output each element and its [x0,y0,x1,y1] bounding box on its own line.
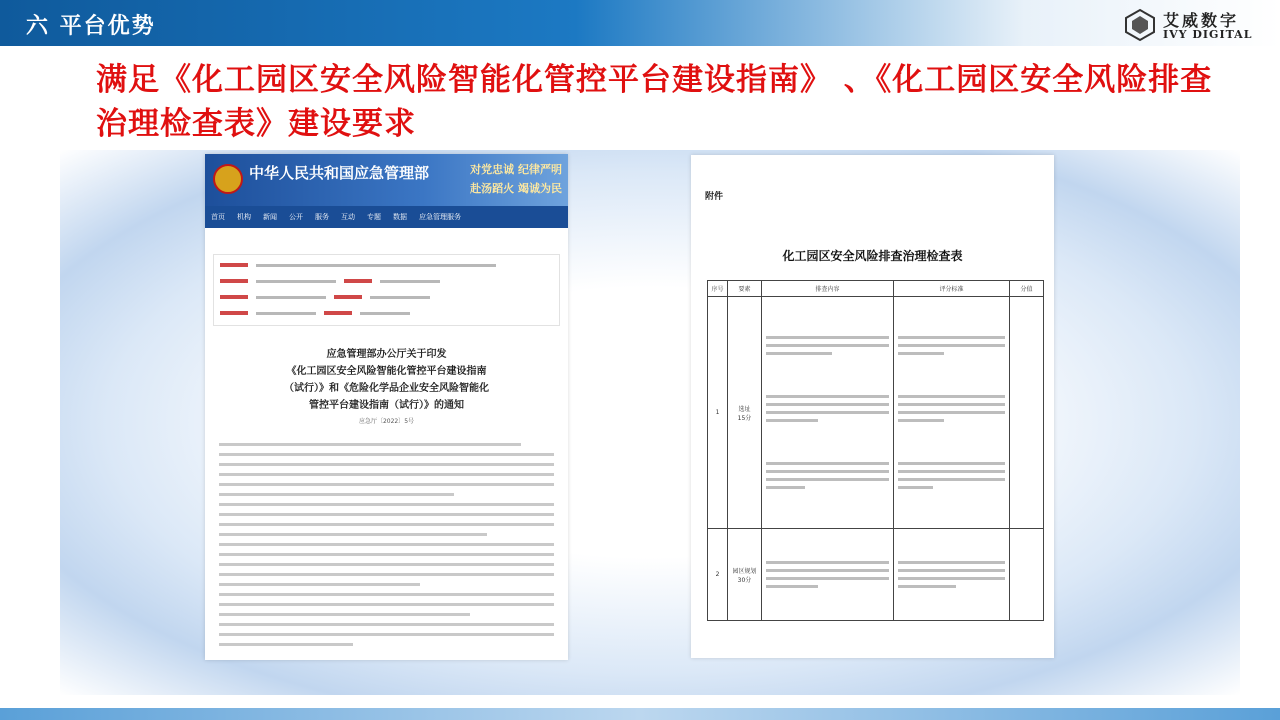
row-element: 选址 15分 [728,297,762,529]
row-content [762,529,894,621]
row-content [762,297,894,529]
nav-item: 公开 [289,213,303,221]
document-meta-box [213,254,560,326]
column-header: 序号 [708,281,728,297]
nav-item: 互动 [341,213,355,221]
checklist-table [707,280,1044,621]
ministry-notice-screenshot [205,154,568,660]
nav-item: 应急管理服务 [419,213,461,221]
row-criteria [894,529,1010,621]
column-header: 分值 [1010,281,1044,297]
row-criteria [894,297,1010,529]
title-line: 《化工园区安全风险智能化管控平台建设指南 [286,366,487,377]
section-title: 六 平台优势 [26,14,156,39]
ministry-name: 中华人民共和国应急管理部 [249,164,430,182]
headline: 满足《化工园区安全风险智能化管控平台建设指南》 、《化工园区安全风险排查治理检查表》建设要求 [96,62,1213,142]
nav-item: 服务 [315,213,329,221]
document-number: 应急厅〔2022〕5号 [358,418,415,425]
row-score [1010,297,1044,529]
slogan-line: 对党忠诚 纪律严明 [470,163,562,176]
title-line: 应急管理部办公厅关于印发 [326,349,447,360]
row-number: 1 [708,297,728,529]
ministry-nav [205,206,568,228]
table-header-row [708,281,1044,297]
title-line: （试行）》和《危险化学品企业安全风险智能化 [284,383,489,394]
column-header: 评分标准 [894,281,1010,297]
table-row [708,529,1044,621]
nav-item: 首页 [211,213,225,221]
nav-item: 数据 [393,213,407,221]
logo-text-cn: 艾威数字 [1163,11,1240,30]
notice-title [205,346,568,414]
checklist-screenshot [691,155,1054,658]
ministry-banner [205,154,568,206]
column-header: 要素 [728,281,762,297]
slogan-line: 赴汤蹈火 竭诚为民 [470,182,562,195]
title-line: 管控平台建设指南（试行）》的通知 [309,400,464,411]
nav-item: 机构 [237,213,251,221]
row-number: 2 [708,529,728,621]
footer-stripe [0,708,1280,720]
ivy-logo-icon [1123,8,1157,42]
notice-body [219,436,554,646]
attachment-label: 附件 [705,192,724,202]
logo-text-en: IVY DIGITAL [1163,28,1253,41]
header-bar [0,0,1280,46]
nav-item: 新闻 [263,213,277,221]
table-row [708,297,1044,529]
checklist-title: 化工园区安全风险排查治理检查表 [782,249,963,263]
ministry-slogan [467,160,562,198]
national-emblem-icon [213,164,243,194]
nav-item: 专题 [367,213,381,221]
column-header: 排查内容 [762,281,894,297]
row-element: 园区规划 30分 [728,529,762,621]
company-logo [1123,8,1258,42]
row-score [1010,529,1044,621]
